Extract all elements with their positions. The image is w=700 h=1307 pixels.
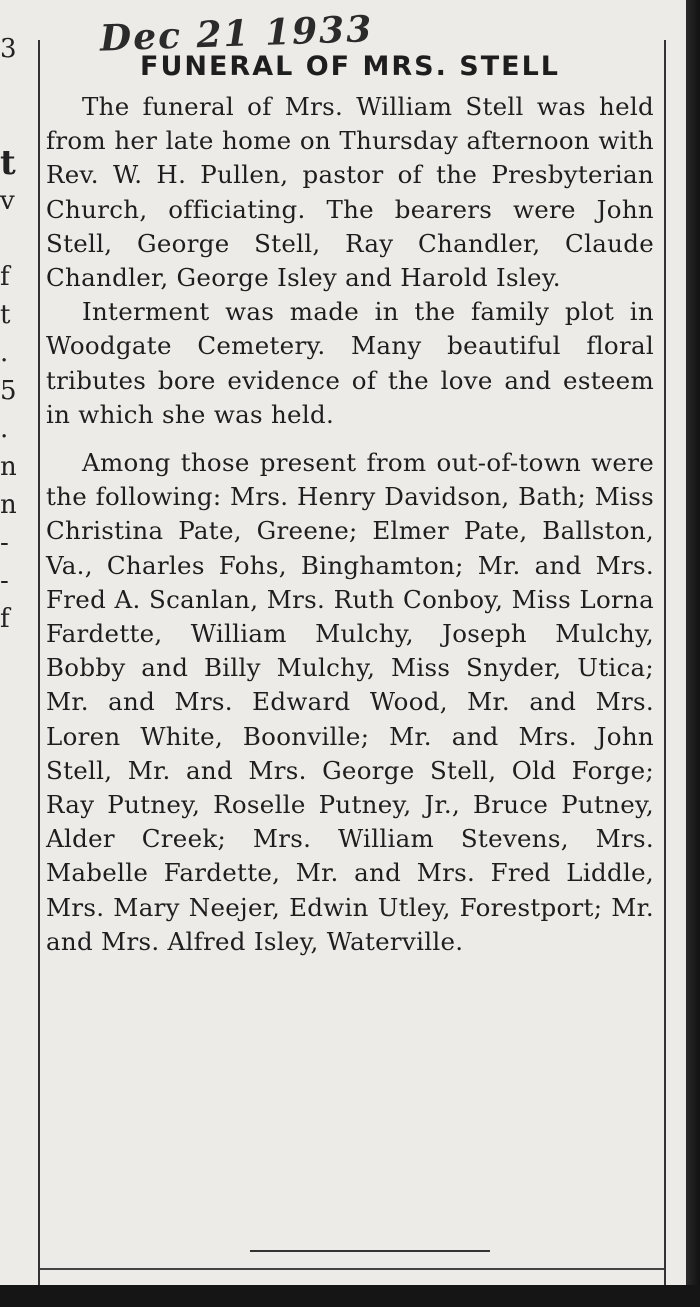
article (46, 50, 654, 959)
article-headline: FUNERAL OF MRS. STELL (140, 51, 560, 82)
fragment: f (0, 262, 10, 292)
article-paragraph: Interment was made in the family plot in Woodgate Cemetery. Many beautiful floral tributes bore evidence of the love and esteem in which she was held. (46, 297, 654, 429)
fragment: t (0, 300, 11, 330)
fragment (0, 106, 28, 144)
fragment: . (0, 338, 9, 368)
fragment: 5 (0, 376, 17, 406)
fragment: v (0, 186, 15, 216)
fragment (0, 68, 28, 106)
fragment: . (0, 414, 9, 444)
fragment: n (0, 490, 17, 520)
fragment: - (0, 566, 9, 596)
handwritten-date-note: Dec 21 1933 (99, 8, 374, 60)
article-paragraph: Among those present from out-of-town were the following: Mrs. Henry Davidson, Bath; Miss Christina Pate, Greene; Elmer Pate, Ballston, Va., Charles Fohs, Binghamton; Mr. and Mrs. Fred A. Scanlan, Mrs. Ruth Conboy, Miss Lorna Fardette, William Mulchy, Joseph Mulchy, Bobby and Billy Mulchy, Miss Snyder, Utica; Mr. and Mrs. Edward Wood, Mr. and Mrs. Loren White, Boonville; Mr. and Mrs. John Stell, Mr. and Mrs. George Stell, Old Forge; Ray Putney, Roselle Putney, Jr., Bruce Putney, Alder Creek; Mrs. William Stevens, Mrs. Mabelle Fardette, Mr. and Mrs. Fred Liddle, Mrs. Mary Neejer, Edwin Utley, Forestport; Mr. and Mrs. Alfred Isley, Waterville. (46, 448, 654, 956)
fragment: t (0, 143, 16, 183)
column-rule-left (38, 40, 40, 1295)
fragment: - (0, 528, 9, 558)
end-rule (250, 1250, 490, 1252)
scan-bottom-edge (0, 1285, 700, 1307)
adjacent-column-fragments (0, 30, 28, 638)
fragment (0, 220, 28, 258)
column-rule-right (664, 40, 666, 1295)
fragment: n (0, 452, 17, 482)
fragment: 3 (0, 34, 17, 64)
column-bottom-rule (40, 1268, 664, 1270)
fragment: f (0, 604, 10, 634)
scan-edge (686, 0, 700, 1307)
article-paragraph: The funeral of Mrs. William Stell was held from her late home on Thursday afternoon with Rev. W. H. Pullen, pastor of the Presbyterian Church, officiating. The bearers were John Stell, George Stell, Ray Chandler, Claude Chandler, George Isley and Harold Isley. (46, 92, 654, 293)
